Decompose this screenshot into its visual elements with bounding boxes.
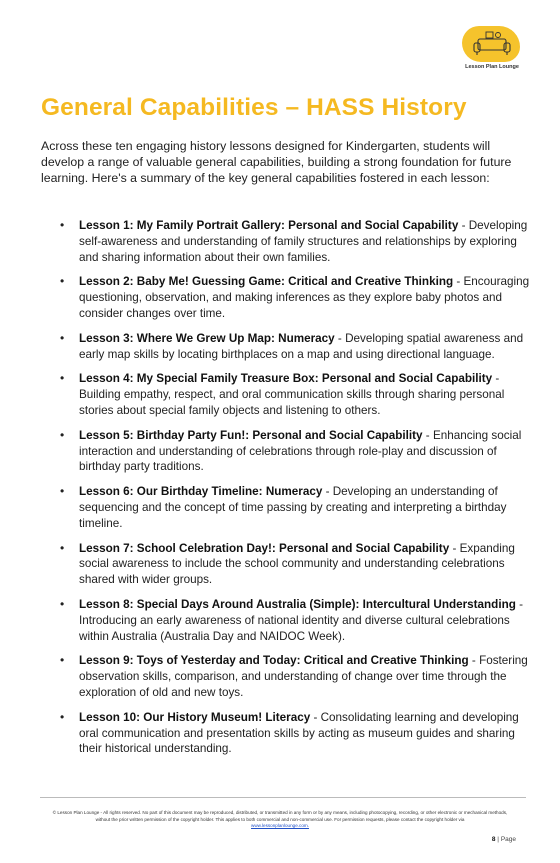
list-item [41, 371, 531, 418]
bullet-icon: • [60, 274, 65, 289]
footer-divider [40, 797, 526, 798]
lesson-description: - Developing an understanding of sequencing and the concept of time passing by creating and interpreting a birthday timeline. [79, 485, 507, 530]
list-item [41, 484, 531, 531]
page-title: General Capabilities – HASS History [41, 94, 467, 121]
lesson-list [41, 218, 531, 766]
list-item [41, 541, 531, 588]
list-item [41, 428, 531, 475]
logo [458, 26, 526, 76]
page-number: 8 | Page [491, 836, 516, 843]
logo-text: Lesson Plan Lounge [465, 64, 519, 70]
page-label: Page [500, 836, 516, 843]
lesson-heading: Lesson 10: Our History Museum! Literacy [79, 710, 311, 724]
bullet-icon: • [60, 218, 65, 232]
lesson-description: - Expanding social awareness to include the school community and understanding celebrations shared with wider groups. [79, 541, 515, 587]
lesson-heading: Lesson 3: Where We Grew Up Map: Numeracy [79, 331, 335, 345]
footer-copyright [45, 810, 515, 830]
list-item [41, 331, 531, 363]
lesson-heading: Lesson 6: Our Birthday Timeline: Numeracy [79, 485, 323, 499]
lesson-description: - Fostering observation skills, comparison, and understanding of change over time through the exploration of old and new toys. [79, 654, 528, 699]
lesson-heading: Lesson 9: Toys of Yesterday and Today: Critical and Creative Thinking [79, 654, 469, 668]
lesson-description: - Developing self-awareness and understanding of family structures and relationships by exploring and sharing information about their own families. [79, 219, 528, 264]
bullet-icon: • [60, 330, 65, 345]
website-link[interactable]: www.lessonplanlounge.com. [251, 823, 309, 828]
lesson-heading: Lesson 5: Birthday Party Fun!: Personal and Social Capability [79, 428, 423, 442]
sofa-icon [458, 26, 526, 62]
bullet-icon: • [60, 653, 65, 668]
lesson-heading: Lesson 4: My Special Family Treasure Box: Personal and Social Capability [79, 372, 493, 386]
page-number-value: 8 [491, 836, 496, 843]
bullet-icon: • [60, 540, 65, 555]
lesson-description: - Encouraging questioning, observation, and making inferences as they explore baby photos and consider changes over time. [79, 275, 530, 320]
list-item [41, 597, 531, 644]
lesson-description: - Building empathy, respect, and oral communication skills through sharing personal stories about special family objects and listening to others. [79, 372, 505, 417]
lesson-heading: Lesson 2: Baby Me! Guessing Game: Critical and Creative Thinking [79, 275, 454, 289]
lesson-description: - Introducing an early awareness of national identity and diverse cultural celebrations within Australia (Australia Day and NAIDOC Week). [79, 597, 523, 643]
lesson-description: - Enhancing social interaction and understanding of celebrations through role-play and discussion of birthday party traditions. [79, 428, 522, 474]
lesson-heading: Lesson 7: School Celebration Day!: Personal and Social Capability [79, 541, 450, 555]
lesson-description: - Developing spatial awareness and early map skills by locating birthplaces on a map and using directional language. [79, 331, 524, 361]
list-item [41, 653, 531, 700]
list-item [41, 274, 531, 321]
bullet-icon: • [60, 484, 65, 499]
copyright-text: © Lesson Plan Lounge - All rights reserved. No part of this document may be reproduced, distributed, or transmitted in any form or by any means, including photocopying, recording, or other electronic or mechanical methods, without the prior written permission of the copyright holder. This applies to both commercial and non-commercial use. For permission requests, please contact the copyright holder via [52, 810, 508, 822]
list-item [41, 218, 531, 265]
lesson-description: - Consolidating learning and developing oral communication and presentation skills by acting as museum guides and sharing their historical understanding. [79, 710, 519, 756]
list-item [41, 710, 531, 757]
intro-paragraph: Across these ten engaging history lessons designed for Kindergarten, students will develop a range of valuable general capabilities, building a strong foundation for future learning. Here's a summary of the key general capabilities fostered in each lesson: [41, 139, 512, 185]
bullet-icon: • [60, 427, 65, 442]
bullet-icon: • [60, 596, 65, 611]
bullet-icon: • [60, 371, 65, 386]
lesson-heading: Lesson 8: Special Days Around Australia (Simple): Intercultural Understanding [79, 597, 516, 611]
bullet-icon: • [60, 709, 65, 724]
lesson-heading: Lesson 1: My Family Portrait Gallery: Personal and Social Capability [79, 219, 459, 232]
